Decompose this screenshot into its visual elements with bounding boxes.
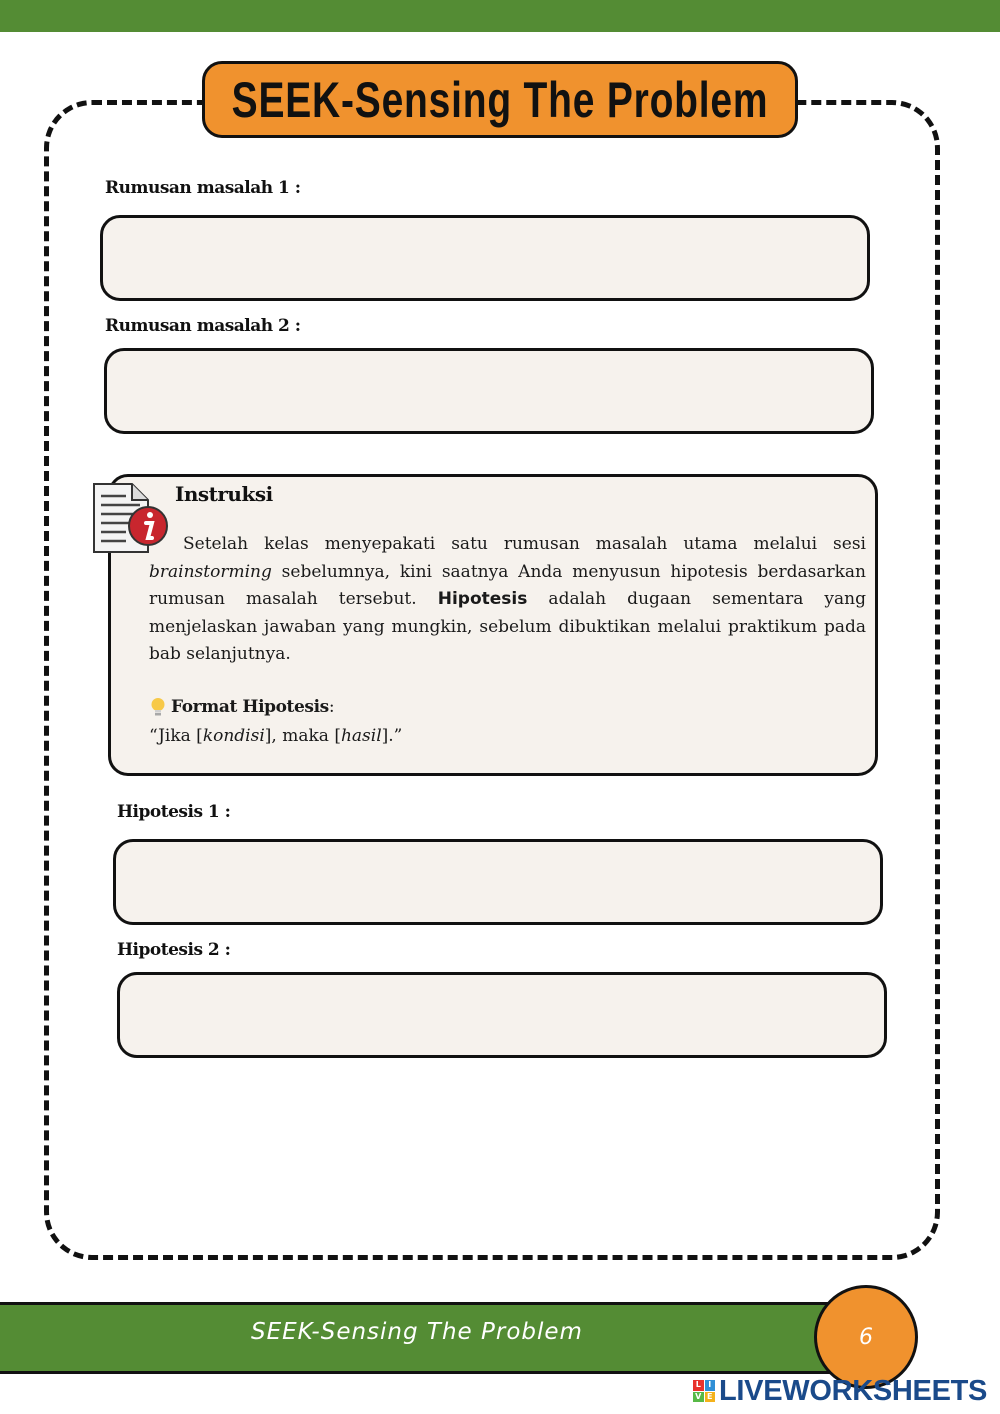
format-heading: Format Hipotesis: — [149, 697, 335, 717]
page-title: SEEK-Sensing The Problem — [231, 71, 769, 128]
hipotesis-1-label: Hipotesis 1 : — [117, 802, 231, 822]
instruction-paragraph: Setelah kelas menyepakati satu rumusan masalah utama melalui sesi brainstorming sebelumnya, kini saatnya Anda menyusun hipotesis berdasarkan rumusan masalah tersebut. Hipotesis adalah dugaan sementara yang menjelaskan jawaban yang mungkin, sebelum dibuktikan melalui praktikum pada bab selanjutnya. — [149, 534, 867, 665]
hipotesis-1-input[interactable] — [113, 839, 883, 925]
rumusan-2-input[interactable] — [104, 348, 874, 434]
instruction-title: Instruksi — [175, 482, 273, 506]
hipotesis-2-input[interactable] — [117, 972, 887, 1058]
rumusan-2-label: Rumusan masalah 2 : — [105, 316, 301, 336]
liveworksheets-brand[interactable] — [693, 1374, 987, 1408]
format-example: “Jika [kondisi], maka [hasil].” — [149, 726, 403, 746]
liveworksheets-logo-icon: L I V E — [693, 1380, 715, 1402]
hipotesis-2-label: Hipotesis 2 : — [117, 940, 231, 960]
rumusan-1-input[interactable] — [100, 215, 870, 301]
rumusan-1-label: Rumusan masalah 1 : — [105, 178, 301, 198]
title-banner — [202, 61, 798, 138]
liveworksheets-wordmark: LIVEWORKSHEETS — [719, 1374, 988, 1407]
lightbulb-icon — [149, 697, 167, 717]
page-number: 6 — [859, 1324, 873, 1350]
top-bar — [0, 0, 1000, 32]
footer-title: SEEK-Sensing The Problem — [251, 1319, 583, 1345]
